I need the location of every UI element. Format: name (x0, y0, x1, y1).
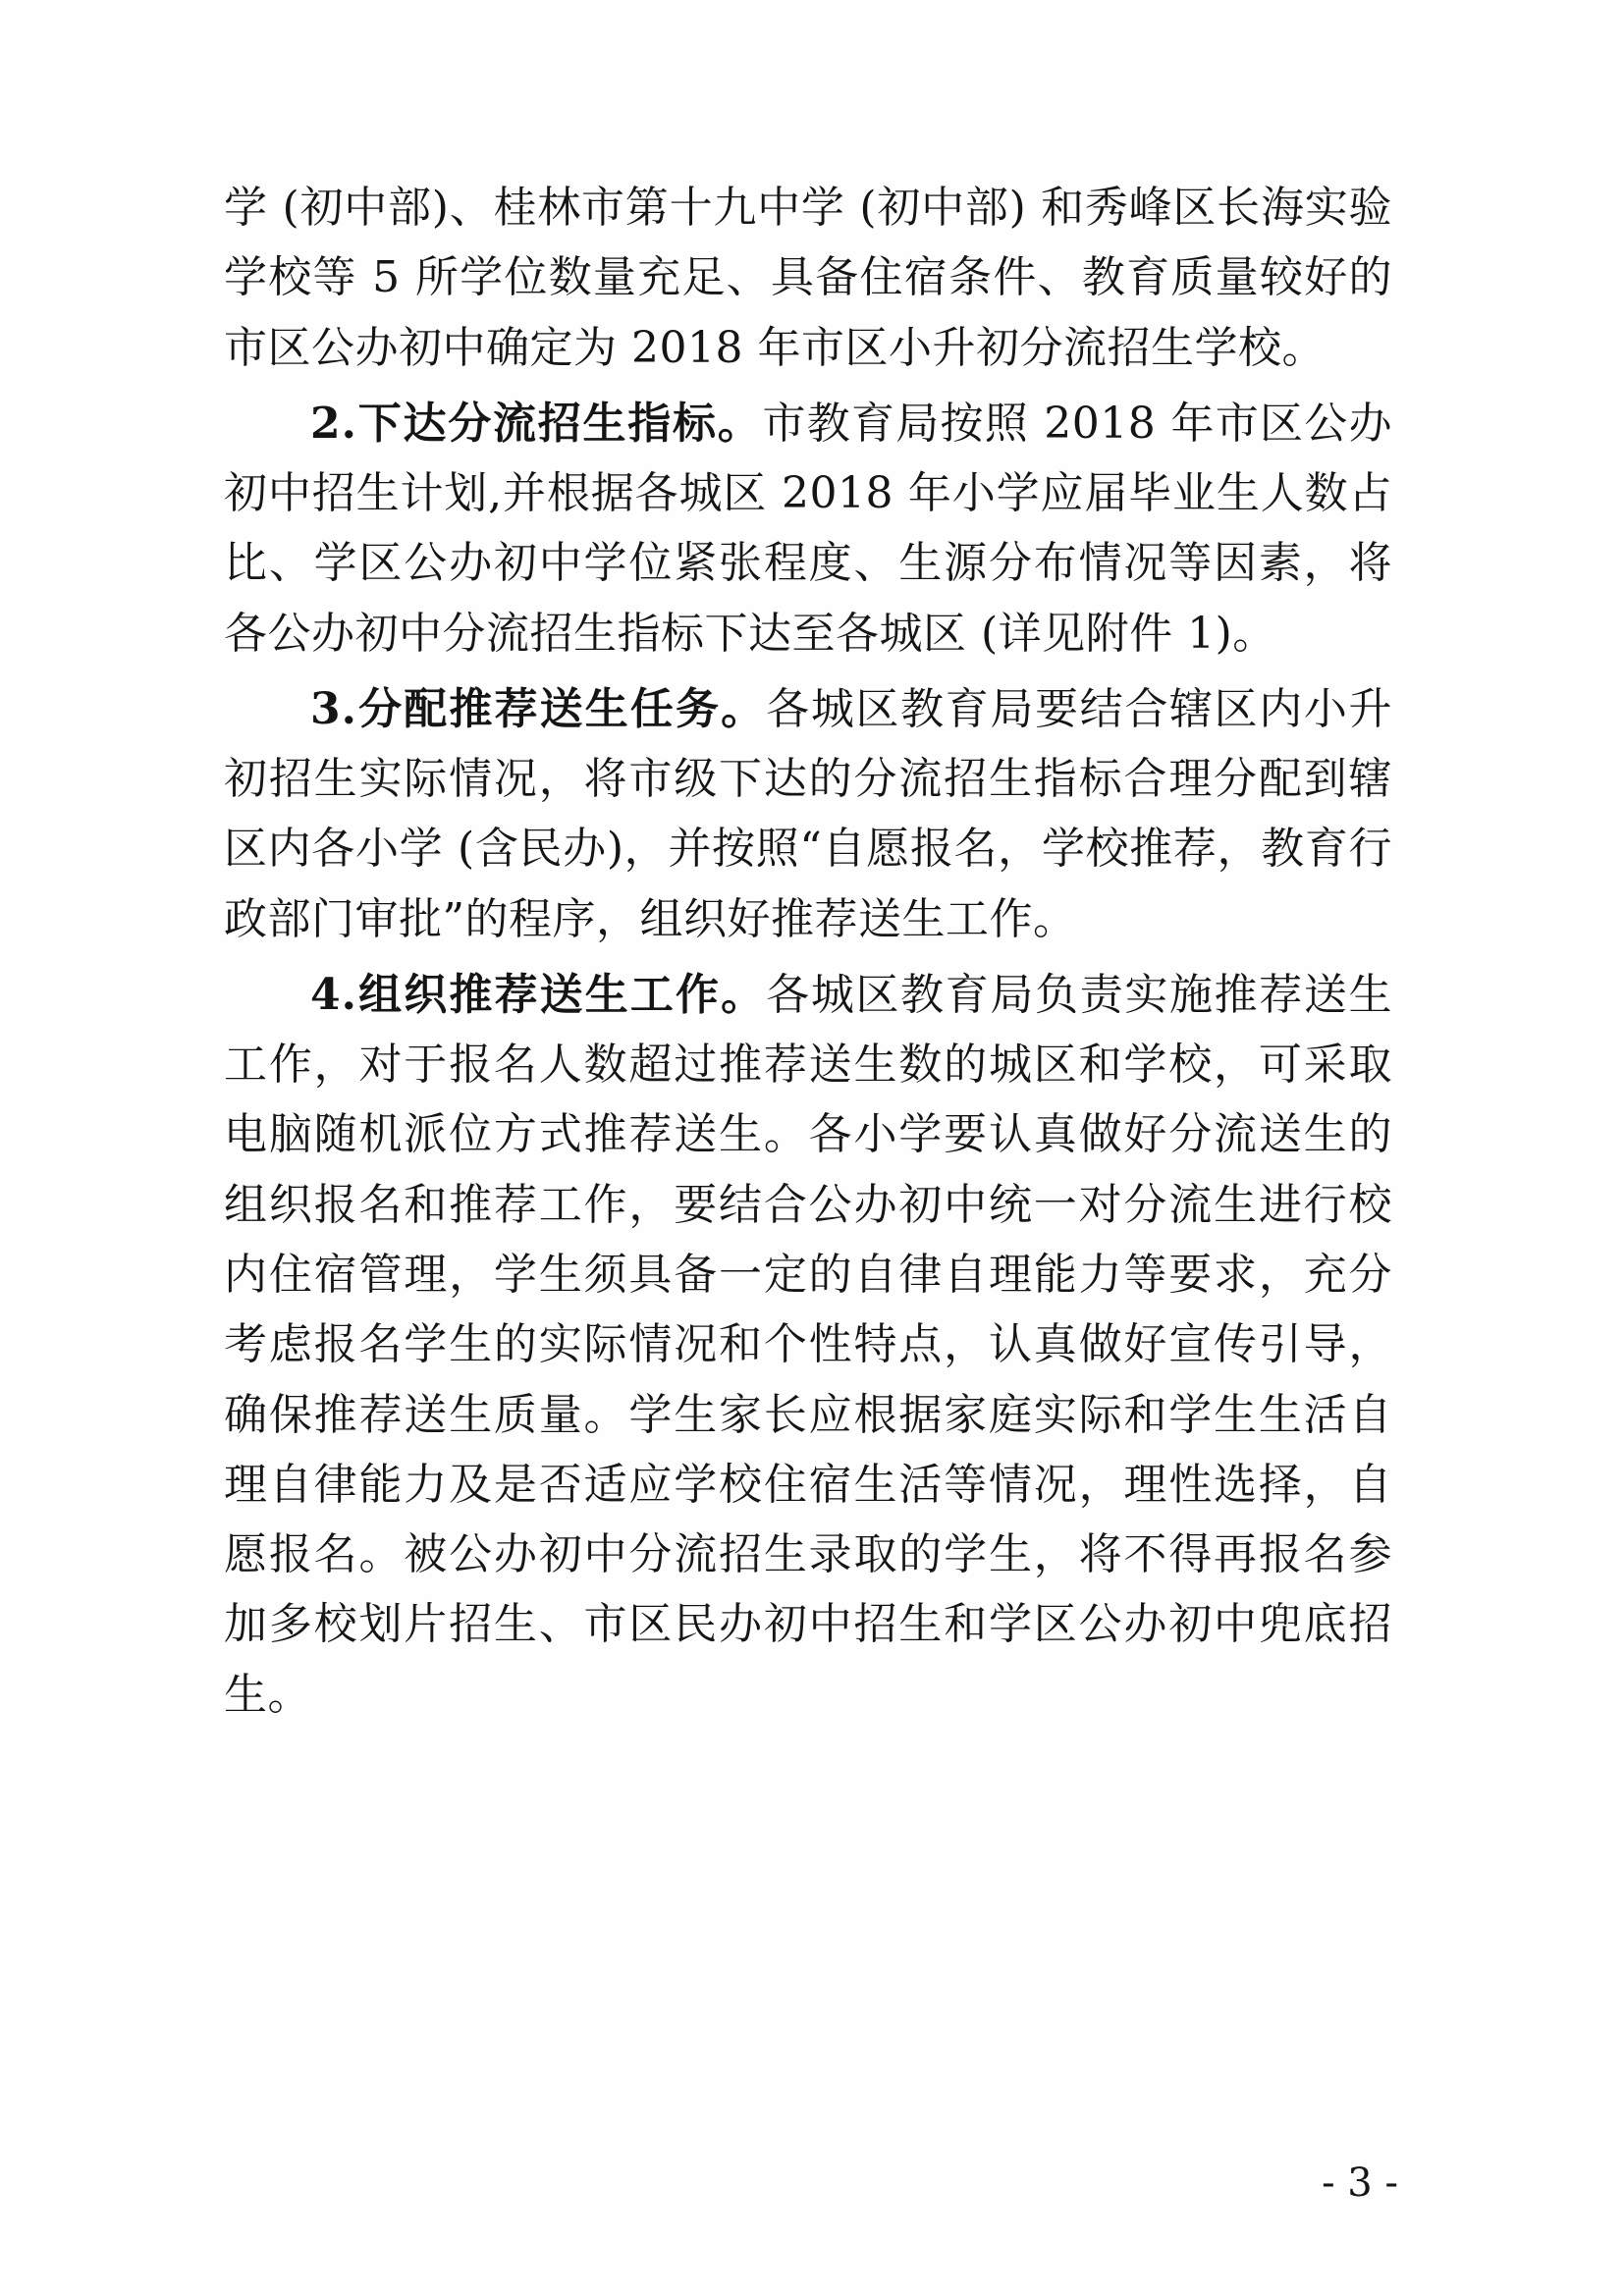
paragraph-lead-label: 2.下达分流招生指标。 (310, 398, 763, 449)
paragraph-lead-label: 3.分配推荐送生任务。 (310, 683, 767, 734)
paragraph-item-3 (224, 674, 1392, 954)
document-body (224, 173, 1392, 1735)
paragraph-lead-label: 4.组织推荐送生工作。 (310, 969, 767, 1020)
paragraph-text: 各城区教育局要结合辖区内小升初招生实际情况，将市级下达的分流招生指标合理分配到辖区内各小学 (含民办)，并按照“自愿报名，学校推荐，教育行政部门审批”的程序，组织好推荐送生工作。 (224, 683, 1392, 944)
paragraph-item-4 (224, 960, 1392, 1730)
paragraph-text: 市教育局按照 2018 年市区公办初中招生计划,并根据各城区 2018 年小学应届毕业生人数占比、学区公办初中学位紧张程度、生源分布情况等因素，将各公办初中分流招生指标下达至各城区 (详见附件 1)。 (224, 398, 1392, 659)
paragraph-item-2 (224, 389, 1392, 668)
paragraph-continuation (224, 173, 1392, 383)
paragraph-text: 各城区教育局负责实施推荐送生工作，对于报名人数超过推荐送生数的城区和学校，可采取电脑随机派位方式推荐送生。各小学要认真做好分流送生的组织报名和推荐工作，要结合公办初中统一对分流生进行校内住宿管理，学生须具备一定的自律自理能力等要求，充分考虑报名学生的实际情况和个性特点，认真做好宣传引导，确保推荐送生质量。学生家长应根据家庭实际和学生生活自理自律能力及是否适应学校住宿生活等情况，理性选择，自愿报名。被公办初中分流招生录取的学生，将不得再报名参加多校划片招生、市区民办初中招生和学区公办初中兜底招生。 (224, 969, 1392, 1720)
paragraph-text: 学 (初中部)、桂林市第十九中学 (初中部) 和秀峰区长海实验学校等 5 所学位数量充足、具备住宿条件、教育质量较好的市区公办初中确定为 2018 年市区小升初分流招生学校。 (224, 183, 1392, 373)
page-number: - 3 - (1322, 2161, 1398, 2206)
